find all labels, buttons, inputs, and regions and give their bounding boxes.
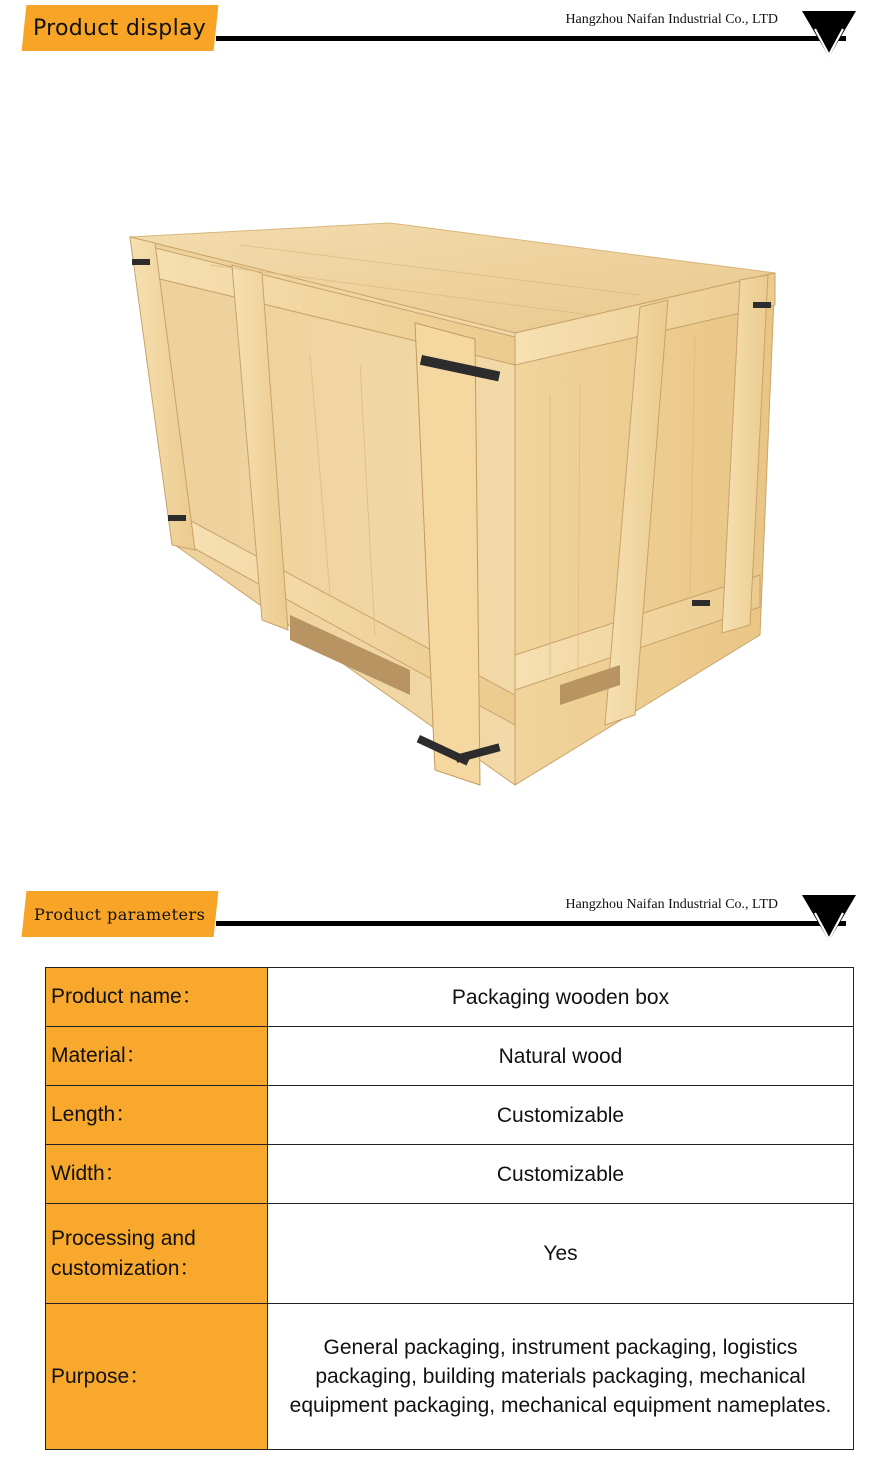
param-value: Packaging wooden box xyxy=(268,968,854,1027)
product-image xyxy=(120,215,780,795)
param-label: Purpose： xyxy=(46,1304,268,1450)
param-value: Customizable xyxy=(268,1086,854,1145)
product-display-header xyxy=(0,5,895,65)
header-rule xyxy=(216,921,846,926)
table-row xyxy=(46,968,854,1027)
param-value: Customizable xyxy=(268,1145,854,1204)
section-title: Product parameters xyxy=(34,904,206,924)
wooden-crate-illustration xyxy=(120,215,780,795)
table-row xyxy=(46,1027,854,1086)
param-label: Length： xyxy=(46,1086,268,1145)
table-row xyxy=(46,1204,854,1304)
header-rule xyxy=(216,36,846,41)
param-value: Natural wood xyxy=(268,1027,854,1086)
table-row xyxy=(46,1145,854,1204)
company-name: Hangzhou Naifan Industrial Co., LTD xyxy=(565,12,778,27)
v-logo-icon xyxy=(800,895,858,943)
v-logo-icon xyxy=(800,11,858,59)
param-label: Product name： xyxy=(46,968,268,1027)
section-tag xyxy=(22,5,219,51)
section-title: Product display xyxy=(33,15,207,41)
company-name: Hangzhou Naifan Industrial Co., LTD xyxy=(565,897,778,912)
param-value: Yes xyxy=(268,1204,854,1304)
table-row xyxy=(46,1304,854,1450)
param-label: Material： xyxy=(46,1027,268,1086)
section-tag xyxy=(22,891,219,937)
param-value: General packaging, instrument packaging, logistics packaging, building materials packaging, mechanical equipment packaging, mechanical equipment nameplates. xyxy=(268,1304,854,1450)
param-label: Processing and customization： xyxy=(46,1204,268,1304)
param-label: Width： xyxy=(46,1145,268,1204)
parameters-table xyxy=(45,967,854,1450)
table-row xyxy=(46,1086,854,1145)
product-parameters-header xyxy=(0,890,895,950)
